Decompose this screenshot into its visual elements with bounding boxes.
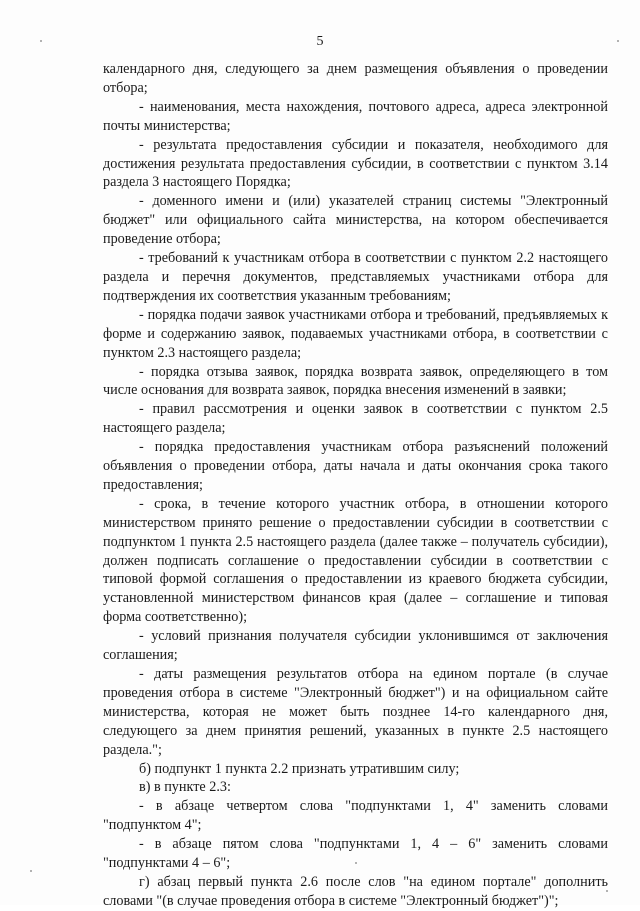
paragraph: - результата предоставления субсидии и показателя, необходимого для достижения результата предоставления субсидии, в соответствии с пунктом 3.14 раздела 3 настоящего Порядка; <box>103 136 608 191</box>
paragraph: г) абзац первый пункта 2.6 после слов "на едином портале" дополнить словами "(в случае проведения отбора в системе "Электронный бюджет")"; <box>103 873 608 909</box>
page-number: 5 <box>316 34 324 49</box>
paragraph: - даты размещения результатов отбора на едином портале (в случае проведения отбора в системе "Электронный бюджет") и на официальном сайте министерства, которая не может быть позднее 14-го календарного дня, следующего за днем принятия решений, указанных в пункте 2.5 настоящего раздела."; <box>103 666 608 758</box>
scan-speck <box>40 40 42 42</box>
paragraph: - правил рассмотрения и оценки заявок в соответствии с пунктом 2.5 настоящего раздела; <box>103 401 608 437</box>
scan-speck <box>30 870 32 872</box>
paragraph: б) подпункт 1 пункта 2.2 признать утратившим силу; <box>139 760 460 777</box>
scan-speck <box>355 862 357 864</box>
paragraph: календарного дня, следующего за днем размещения объявления о проведении отбора; <box>103 61 608 96</box>
document-body <box>103 60 608 911</box>
paragraph: - наименования, места нахождения, почтового адреса, адреса электронной почты министерства; <box>103 98 608 134</box>
paragraph: - доменного имени и (или) указателей страниц системы "Электронный бюджет" или официального сайта министерства, на котором обеспечивается проведение отбора; <box>103 193 608 248</box>
paragraph: - условий признания получателя субсидии уклонившимся от заключения соглашения; <box>103 628 608 664</box>
paragraph: - порядка подачи заявок участниками отбора и требований, предъявляемых к форме и содержанию заявок, подаваемых участниками отбора, в соответствии с пунктом 2.3 настоящего раздела; <box>103 306 608 361</box>
paragraph: - в абзаце пятом слова "подпунктами 1, 4 – 6" заменить словами "подпунктами 4 – 6"; <box>103 836 608 872</box>
paragraph: - требований к участникам отбора в соответствии с пунктом 2.2 настоящего раздела и перечня документов, представляемых участниками отбора для подтверждения их соответствия указанным требованиям; <box>103 250 608 304</box>
scan-speck <box>617 40 619 42</box>
paragraph: - в абзаце четвертом слова "подпунктами 1, 4" заменить словами "подпунктом 4"; <box>103 798 608 834</box>
scan-speck <box>606 890 608 892</box>
paragraph: - порядка отзыва заявок, порядка возврата заявок, определяющего в том числе основания для возврата заявок, порядка внесения изменений в заявки; <box>103 363 608 399</box>
paragraph: - срока, в течение которого участник отбора, в отношении которого министерством принято решение о предоставлении субсидии в соответствии с подпунктом 1 пункта 2.5 настоящего раздела (далее также – получатель субсидии), должен подписать соглашение о предоставлении субсидии в соответствии с типовой формой соглашения о предоставлении из краевого бюджета субсидии, установленной министерством финансов края (далее – соглашение и типовая форма соответственно); <box>103 495 608 626</box>
paragraph: - порядка предоставления участникам отбора разъяснений положений объявления о проведении отбора, даты начала и даты окончания срока такого предоставления; <box>103 439 608 493</box>
paragraph: в) в пункте 2.3: <box>139 779 231 796</box>
